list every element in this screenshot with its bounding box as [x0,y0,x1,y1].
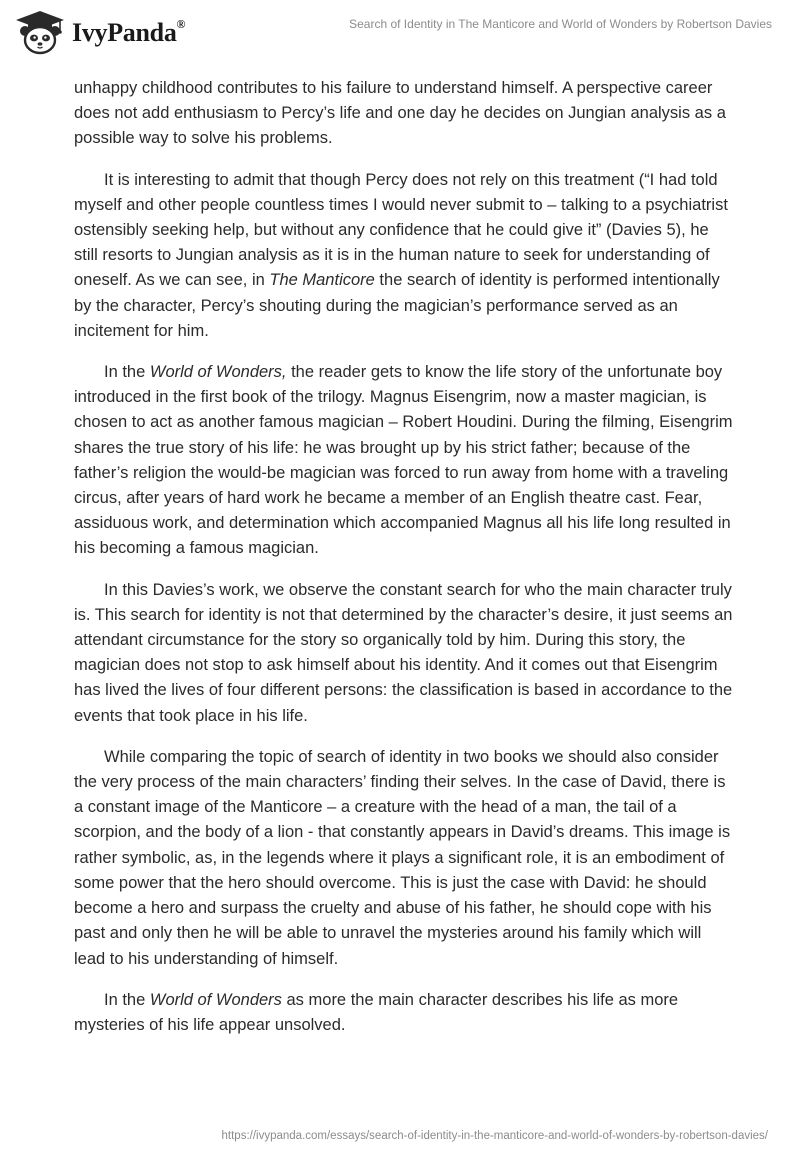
paragraph-text: the search of identity is performed intentionally by the character, Percy’s shouting during the magician’s performance served as an incitement for him. [74,271,720,340]
panda-graduate-icon [14,9,66,55]
paragraph-5 [74,745,734,972]
paragraph-6 [74,988,734,1038]
source-url[interactable]: https://ivypanda.com/essays/search-of-identity-in-the-manticore-and-world-of-wonders-by-robertson-davies/ [221,1130,768,1142]
paragraph-text: In the [104,990,150,1009]
book-title: World of Wonders [149,990,282,1009]
paragraph-text: In the [104,363,150,382]
paragraph-text: the reader gets to know the life story of the unfortunate boy introduced in the first book of the trilogy. Magnus Eisengrim, now a master magician, is chosen to act as another famous magician – Robert Houdini. During the filming, Eisengrim shares the true story of his life: he was brought up by his strict father; because of the father’s religion the would-be magician was forced to run away from home with a traveling circus, after years of hard work he became a member of an English theatre cast. Fear, assiduous work, and determination which accompanied Magnus all his life long resulted in his becoming a famous magician. [74,363,733,558]
paragraph-1 [74,76,734,152]
paragraph-2 [74,168,734,344]
paragraph-text: While comparing the topic of search of identity in two books we should also consider the very process of the main characters’ finding their selves. In the case of David, there is a constant image of the Manticore – a creature with the head of a man, the tail of a scorpion, and the body of a lion - that constantly appears in David’s dreams. This image is rather symbolic, as, in the legends where it plays a significant role, it is an embodiment of some power that the hero should overcome. This is just the case with David: he should become a hero and surpass the cruelty and abuse of his father, he should cope with his past and only then he will be able to unravel the mysteries around his family which will lead to his understanding of himself. [74,747,731,968]
essay-body [74,76,734,1054]
paragraph-text: unhappy childhood contributes to his failure to understand himself. A perspective career does not add enthusiasm to Percy’s life and one day he decides on Jungian analysis as a possible way to solve his problems. [74,79,726,148]
paragraph-text: as more the main character describes his life as more mysteries of his life appear unsolved. [74,990,679,1034]
paragraph-text: It is interesting to admit that though Percy does not rely on this treatment (“I had told myself and other people countless times I would never submit to – talking to a psychiatrist ostensibly seeking help, but without any confidence that he could give it” (Davies 5), he still resorts to Jungian analysis as it is in the human nature to seek for understanding of oneself. As we can see, in [74,170,728,290]
paragraph-4 [74,578,734,729]
logo[interactable] [14,8,185,56]
page-header [0,0,800,62]
logo-text [72,18,185,48]
book-title: World of Wonders, [149,363,287,382]
document-title: Search of Identity in The Manticore and World of Wonders by Robertson Davies [349,17,772,31]
paragraph-text: In this Davies’s work, we observe the constant search for who the main character truly is. This search for identity is not that determined by the character’s desire, it just seems an attendant circumstance for the story so organically told by him. During this story, the magician does not stop to ask himself about his identity. And it comes out that Eisengrim has lived the lives of four different persons: the classification is based in accordance to the events that took place in his life. [74,580,733,725]
logo-wordmark: IvyPanda [72,18,177,47]
book-title: The Manticore [269,271,375,290]
paragraph-3 [74,360,734,562]
registered-mark: ® [176,17,186,32]
